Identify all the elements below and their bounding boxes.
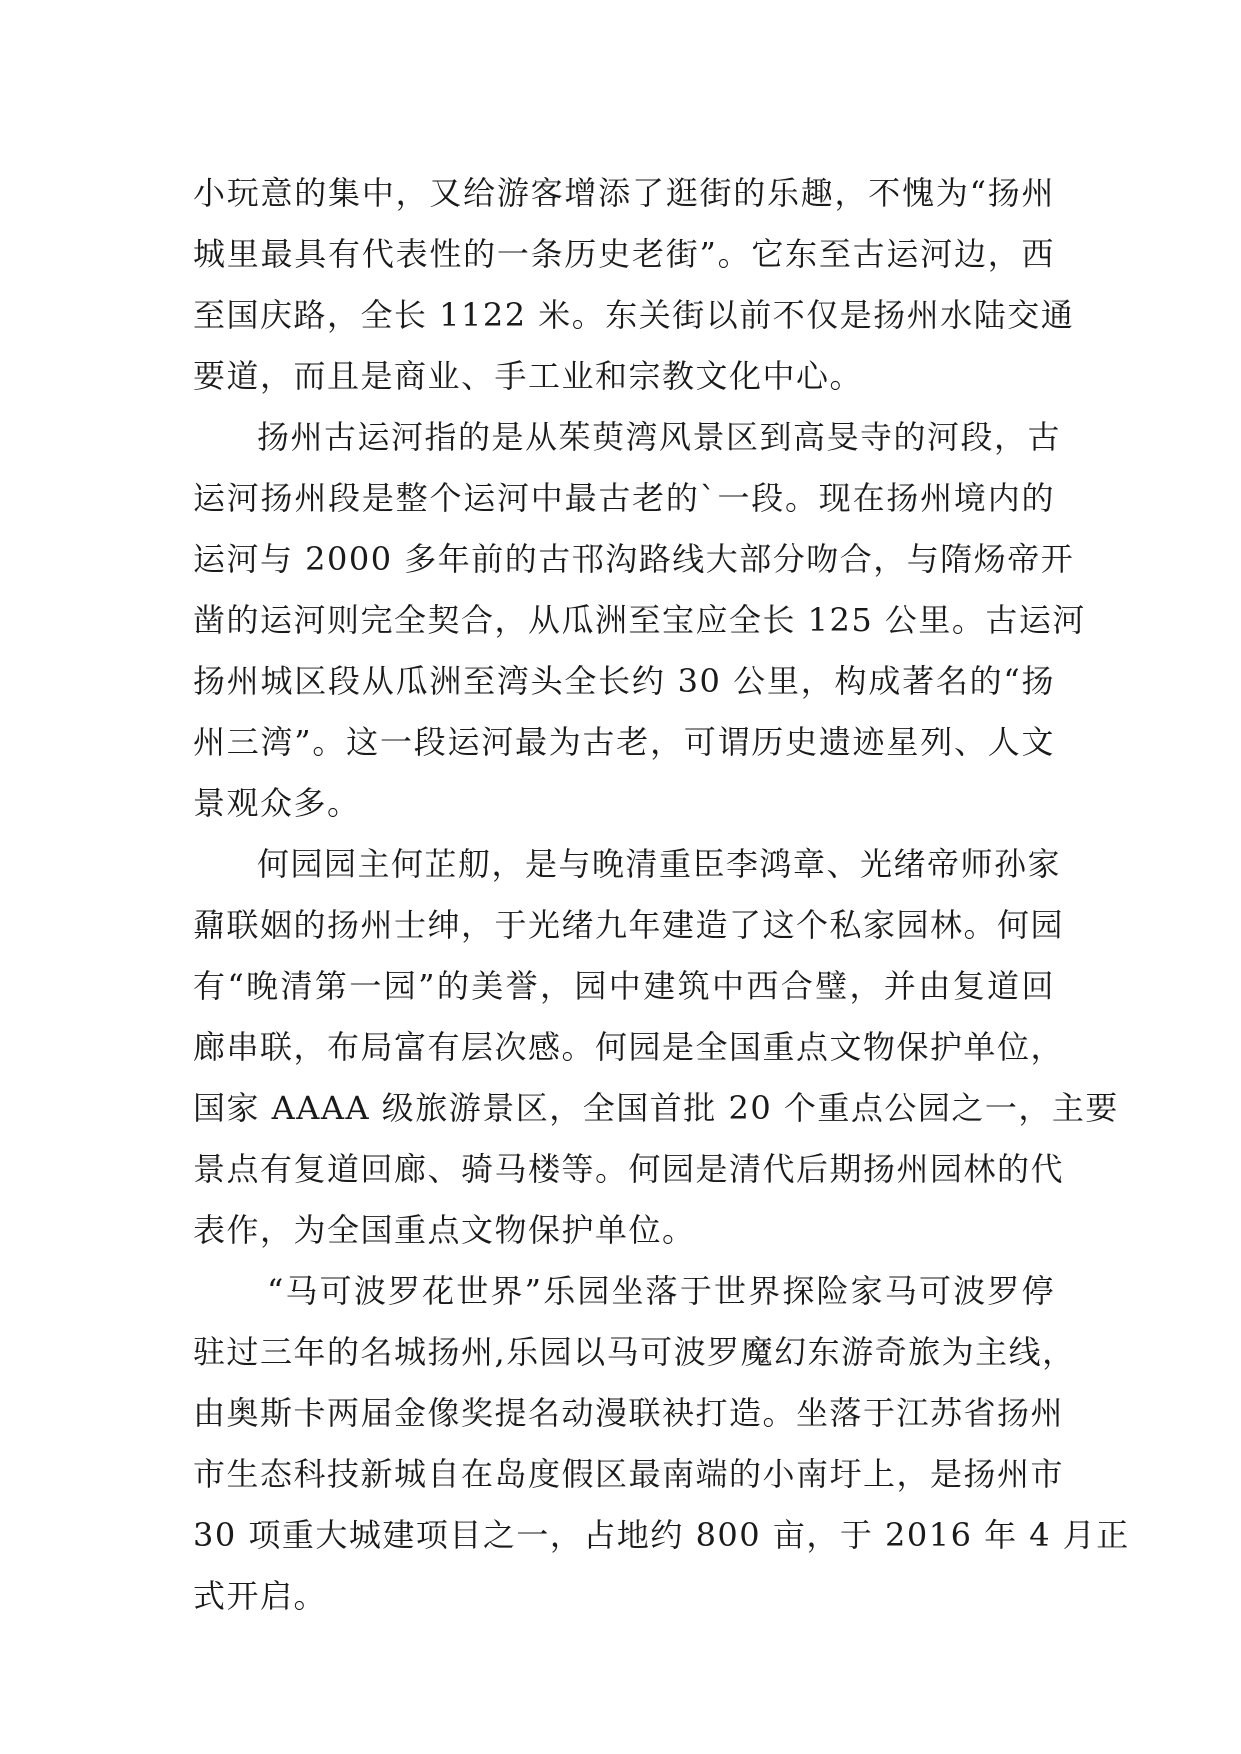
paragraph-dongguan-street <box>193 163 1075 407</box>
text-line: 扬州古运河指的是从茱萸湾风景区到高旻寺的河段，古 <box>257 418 1062 456</box>
text-line: 景点有复道回廊、骑马楼等。何园是清代后期扬州园林的代 <box>193 1150 1065 1188</box>
document-body <box>193 163 1130 1627</box>
text-line: 鼐联姻的扬州士绅，于光绪九年建造了这个私家园林。何园 <box>193 906 1065 944</box>
text-line: 要道，而且是商业、手工业和宗教文化中心。 <box>193 357 864 395</box>
text-line: 小玩意的集中，又给游客增添了逛街的乐趣，不愧为“扬州 <box>193 174 1055 212</box>
text-line: 州三湾”。这一段运河最为古老，可谓历史遗迹星列、人文 <box>193 723 1055 761</box>
text-line: 有“晚清第一园”的美誉，园中建筑中西合璧，并由复道回 <box>193 967 1055 1005</box>
paragraph-he-garden <box>193 834 1119 1261</box>
text-line: 景观众多。 <box>193 784 361 822</box>
text-line: 国家 AAAA 级旅游景区，全国首批 20 个重点公园之一，主要 <box>193 1089 1119 1127</box>
text-line: 城里最具有代表性的一条历史老街”。它东至古运河边，西 <box>193 235 1055 273</box>
text-line: 扬州城区段从瓜洲至湾头全长约 30 公里，构成著名的“扬 <box>193 662 1055 700</box>
text-line: 何园园主何芷舠，是与晚清重臣李鸿章、光绪帝师孙家 <box>257 845 1062 883</box>
text-line: 运河与 2000 多年前的古邗沟路线大部分吻合，与隋炀帝开 <box>193 540 1075 578</box>
paragraph-marco-polo <box>193 1261 1130 1627</box>
text-line: 式开启。 <box>193 1577 328 1615</box>
text-line: 运河扬州段是整个运河中最古老的`一段。现在扬州境内的 <box>193 479 1055 517</box>
text-line: 市生态科技新城自在岛度假区最南端的小南圩上，是扬州市 <box>193 1455 1065 1493</box>
text-line: 廊串联，布局富有层次感。何园是全国重点文物保护单位， <box>193 1028 1065 1066</box>
text-line: 由奥斯卡两届金像奖提名动漫联袂打造。坐落于江苏省扬州 <box>193 1394 1065 1432</box>
text-line: 30 项重大城建项目之一，占地约 800 亩，于 2016 年 4 月正 <box>193 1516 1130 1554</box>
text-line: 凿的运河则完全契合，从瓜洲至宝应全长 125 公里。古运河 <box>193 601 1086 639</box>
text-line: 驻过三年的名城扬州,乐园以马可波罗魔幻东游奇旅为主线， <box>193 1333 1076 1371</box>
text-line: 表作，为全国重点文物保护单位。 <box>193 1211 696 1249</box>
paragraph-ancient-canal <box>193 407 1086 834</box>
text-line: 至国庆路，全长 1122 米。东关街以前不仅是扬州水陆交通 <box>193 296 1075 334</box>
text-line: “马可波罗花世界”乐园坐落于世界探险家马可波罗停 <box>267 1272 1055 1310</box>
